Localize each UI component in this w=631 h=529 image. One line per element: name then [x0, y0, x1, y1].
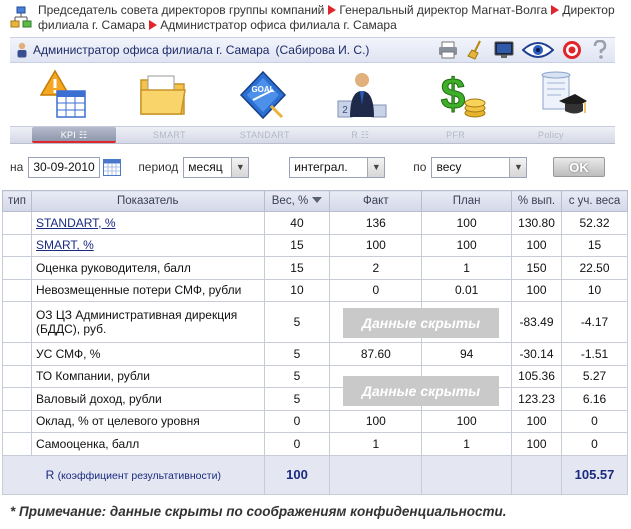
podium-person-icon	[336, 69, 388, 121]
tab-kpi[interactable]: KPI ☷	[32, 127, 116, 143]
fact-cell: 136	[330, 212, 422, 235]
weighted-cell: 0	[562, 433, 628, 456]
type-cell	[3, 410, 32, 433]
fact-cell: 2	[330, 257, 422, 280]
breadcrumb-item-2[interactable]: Генеральный директор Магнат-Волга	[339, 3, 548, 17]
weighted-cell: 10	[562, 279, 628, 302]
sort-desc-icon	[312, 197, 322, 203]
breadcrumb-sep-icon	[149, 20, 157, 30]
weighted-cell: 22.50	[562, 257, 628, 280]
pct-cell: 100	[512, 433, 562, 456]
plan-cell: 1	[422, 433, 512, 456]
breadcrumb-sep-icon	[551, 5, 559, 15]
toolbar	[437, 39, 615, 61]
breadcrumb-item-4: Администратор офиса филиала г. Самара	[160, 18, 397, 32]
tab-pfr[interactable]: PFR	[446, 130, 466, 140]
weight-cell: 5	[264, 388, 330, 411]
weight-cell: 15	[264, 234, 330, 257]
plan-cell: 100	[422, 410, 512, 433]
type-cell	[3, 302, 32, 343]
pct-cell: -30.14	[512, 343, 562, 366]
header-weight[interactable]	[264, 191, 330, 212]
type-cell	[3, 388, 32, 411]
dollar-coins-icon	[437, 69, 487, 121]
indicator-link[interactable]: SMART, %	[35, 238, 94, 253]
table-row[interactable]	[3, 433, 628, 456]
breadcrumb-sep-icon	[328, 5, 336, 15]
indicator-link[interactable]: STANDART, %	[35, 215, 116, 230]
chevron-down-icon: ▼	[231, 158, 248, 177]
indicator-label: ОЗ ЦЗ Административная дирекция (БДДС), руб.	[35, 308, 238, 336]
total-label-text: (коэффициент результативности)	[57, 469, 221, 482]
weighted-cell: -1.51	[562, 343, 628, 366]
help-icon	[592, 40, 608, 60]
table-header-row	[3, 191, 628, 212]
print-button[interactable]	[437, 39, 459, 61]
ok-button[interactable]: OK	[553, 157, 605, 177]
fact-cell: 0	[330, 279, 422, 302]
breadcrumb-item-3[interactable]: Директор филиала г. Самара	[38, 3, 615, 32]
breadcrumb-item-1[interactable]: Председатель совета директоров группы компаний	[38, 3, 325, 17]
broom-icon	[466, 40, 486, 60]
mode-select[interactable]	[289, 157, 385, 178]
filter-bar	[10, 153, 615, 181]
indicator-cell[interactable]	[31, 212, 264, 235]
indicator-label: Невозмещенные потери СМФ, рубли	[35, 283, 242, 298]
weight-cell: 0	[264, 410, 330, 433]
indicator-cell	[31, 410, 264, 433]
module-tabs	[10, 126, 615, 144]
date-label: на	[10, 160, 24, 174]
table-row[interactable]	[3, 212, 628, 235]
goal-badge-icon	[238, 70, 288, 120]
weight-cell: 10	[264, 279, 330, 302]
type-cell	[3, 279, 32, 302]
weight-cell: 5	[264, 302, 330, 343]
svg-text:$: $	[440, 70, 465, 119]
svg-text:2: 2	[342, 105, 348, 116]
period-label: период	[138, 160, 179, 174]
kpi-alert-table-icon	[39, 69, 89, 121]
table-row[interactable]	[3, 257, 628, 280]
indicator-cell	[31, 388, 264, 411]
scroll-graduation-icon	[535, 69, 587, 121]
header-weight-label: Вес, %	[271, 195, 309, 207]
target-button[interactable]	[561, 39, 583, 61]
header-indicator[interactable]: Показатель	[31, 191, 264, 212]
indicator-cell[interactable]	[31, 234, 264, 257]
plan-cell: 94	[422, 343, 512, 366]
chevron-down-icon: ▼	[367, 158, 384, 177]
type-cell	[3, 365, 32, 388]
type-cell	[3, 257, 32, 280]
weight-cell: 0	[264, 433, 330, 456]
weighted-cell: 5.27	[562, 365, 628, 388]
weighted-cell: 0	[562, 410, 628, 433]
weighted-cell: 15	[562, 234, 628, 257]
pct-cell: 100	[512, 279, 562, 302]
type-cell	[3, 234, 32, 257]
hidden-data-banner: Данные скрыты	[343, 376, 499, 406]
header-type: тип	[3, 191, 32, 212]
indicator-label: Оценка руководителя, балл	[35, 260, 191, 275]
sort-select[interactable]	[431, 157, 527, 178]
printer-icon	[438, 41, 458, 59]
clean-button[interactable]	[465, 39, 487, 61]
period-select[interactable]	[183, 157, 249, 178]
total-empty	[512, 455, 562, 494]
weighted-cell: 52.32	[562, 212, 628, 235]
plan-cell: 1	[422, 257, 512, 280]
sort-value: весу	[436, 160, 462, 174]
hidden-data-banner: Данные скрыты	[343, 308, 499, 338]
confidentiality-note: * Примечание: данные скрыты по соображениям конфиденциальности.	[10, 504, 507, 519]
weight-cell: 40	[264, 212, 330, 235]
period-value: месяц	[188, 160, 223, 174]
table-row[interactable]	[3, 343, 628, 366]
header-fact[interactable]: Факт	[330, 191, 422, 212]
fact-cell: 1	[330, 433, 422, 456]
indicator-cell	[31, 302, 264, 343]
total-label-r: R	[45, 467, 55, 482]
pct-cell: 123.23	[512, 388, 562, 411]
folder-icon	[138, 72, 188, 118]
plan-cell: 100	[422, 234, 512, 257]
monitor-icon	[494, 41, 514, 59]
total-empty	[422, 455, 512, 494]
total-weighted: 105.57	[562, 455, 628, 494]
user-role: Администратор офиса филиала г. Самара	[33, 43, 270, 57]
total-row	[3, 455, 628, 494]
eye-icon	[522, 41, 554, 59]
fact-cell: 87.60	[330, 343, 422, 366]
pct-cell: 105.36	[512, 365, 562, 388]
monitor-button[interactable]	[493, 39, 515, 61]
plan-cell: 0.01	[422, 279, 512, 302]
indicator-label: УС СМФ, %	[35, 346, 101, 361]
type-cell	[3, 212, 32, 235]
table-row[interactable]	[3, 234, 628, 257]
mode-value: интеграл.	[294, 160, 348, 174]
indicator-label: Оклад, % от целевого уровня	[35, 414, 200, 429]
header-weighted[interactable]: с уч. веса	[562, 191, 628, 212]
header-pct[interactable]: % вып.	[512, 191, 562, 212]
chevron-down-icon: ▼	[509, 158, 526, 177]
total-empty	[330, 455, 422, 494]
type-cell	[3, 343, 32, 366]
breadcrumb	[0, 0, 631, 36]
calendar-icon	[103, 159, 121, 176]
indicator-cell	[31, 365, 264, 388]
table-row[interactable]	[3, 302, 628, 343]
total-weight: 100	[264, 455, 330, 494]
user-bar	[10, 37, 615, 63]
table-row[interactable]	[3, 410, 628, 433]
fact-cell: 100	[330, 234, 422, 257]
type-cell	[3, 433, 32, 456]
user-icon	[16, 42, 28, 58]
indicator-cell	[31, 433, 264, 456]
header-plan[interactable]: План	[422, 191, 512, 212]
tab-policy[interactable]: Policy	[538, 130, 564, 140]
indicator-cell	[31, 257, 264, 280]
calendar-button[interactable]	[102, 157, 122, 177]
weight-cell: 5	[264, 365, 330, 388]
plan-cell: 100	[422, 212, 512, 235]
weight-cell: 5	[264, 343, 330, 366]
table-row[interactable]	[3, 388, 628, 411]
tab-smart[interactable]: SMART	[152, 130, 186, 140]
weighted-cell: 6.16	[562, 388, 628, 411]
kpi-table	[2, 190, 628, 495]
indicator-cell	[31, 343, 264, 366]
indicator-label: ТО Компании, рубли	[35, 369, 150, 384]
target-icon	[562, 40, 582, 60]
weighted-cell: -4.17	[562, 302, 628, 343]
pct-cell: 100	[512, 410, 562, 433]
pct-cell: -83.49	[512, 302, 562, 343]
org-tree-icon	[10, 6, 32, 30]
date-input[interactable]: 30-09-2010	[28, 157, 100, 178]
tab-r[interactable]: R ☷	[351, 130, 370, 140]
sort-label: по	[413, 160, 427, 174]
indicator-label: Валовый доход, рубли	[35, 391, 162, 406]
indicator-cell	[31, 279, 264, 302]
fact-cell: 100	[330, 410, 422, 433]
weight-cell: 15	[264, 257, 330, 280]
tab-standart[interactable]: STANDART	[239, 130, 290, 140]
pct-cell: 150	[512, 257, 562, 280]
pct-cell: 100	[512, 234, 562, 257]
pct-cell: 130.80	[512, 212, 562, 235]
user-person: (Сабирова И. С.)	[275, 43, 370, 57]
total-label	[3, 455, 265, 494]
view-button[interactable]	[521, 39, 555, 61]
table-row[interactable]	[3, 365, 628, 388]
indicator-label: Самооценка, балл	[35, 436, 140, 451]
table-row[interactable]	[3, 279, 628, 302]
help-button[interactable]	[589, 39, 611, 61]
svg-text:GOAL: GOAL	[251, 85, 275, 94]
